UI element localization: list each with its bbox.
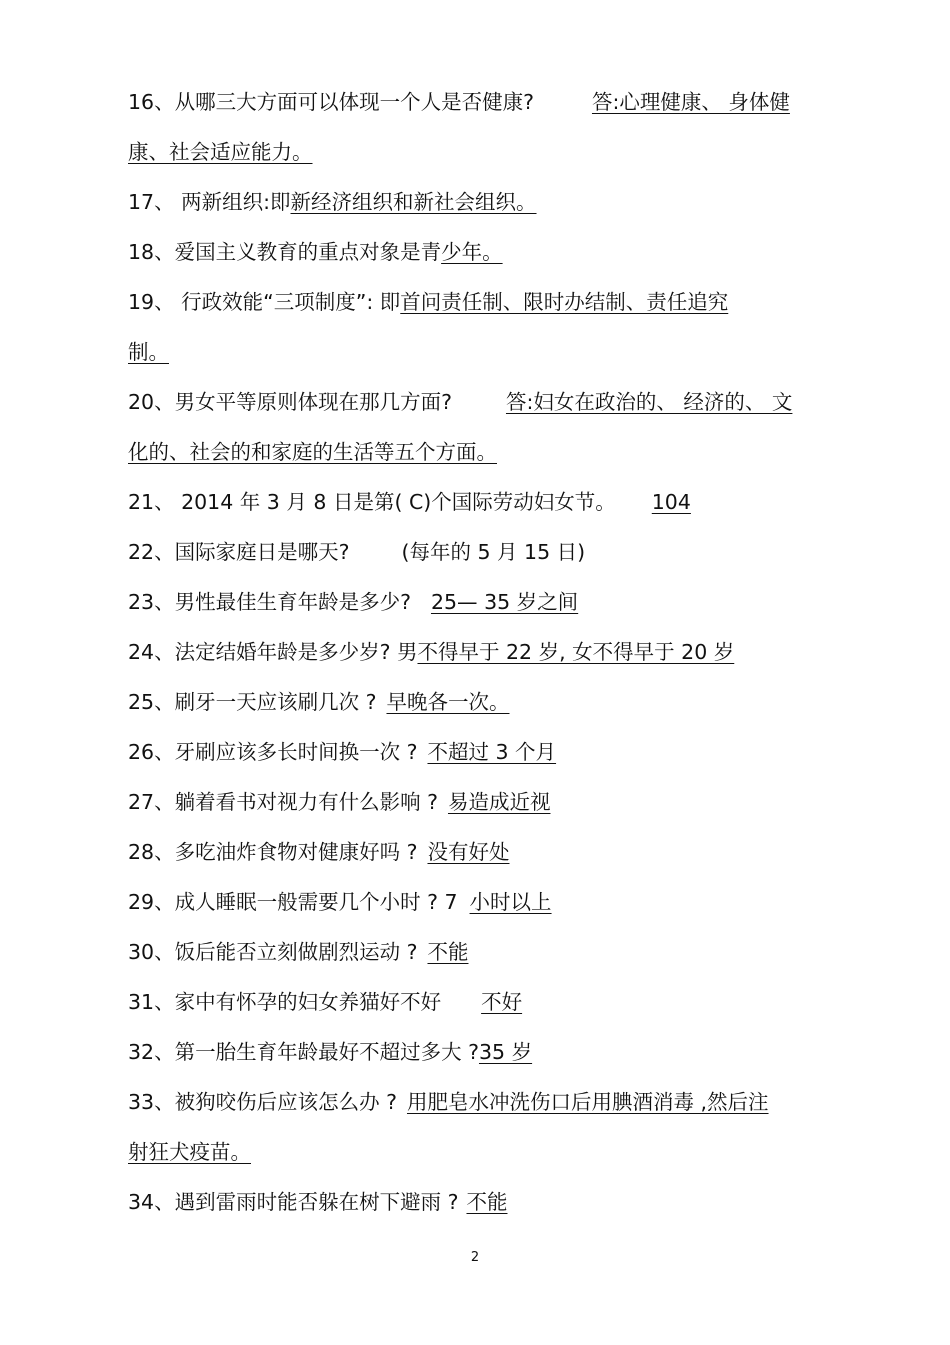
question-text: 23、男性最佳生育年龄是多少? [128, 590, 411, 614]
question-26 [128, 738, 556, 766]
answer-text: 康、社会适应能力。 [128, 140, 313, 164]
question-16 [128, 88, 790, 116]
question-text: 32、第一胎生育年龄最好不超过多大 ? [128, 1040, 479, 1064]
question-text: 31、家中有怀孕的妇女养猫好不好 [128, 990, 442, 1014]
answer-text: 答:心理健康、 身体健 [591, 90, 790, 114]
answer-text: 不超过 3 个月 [427, 740, 557, 764]
question-33 [128, 1088, 769, 1116]
question-text: 25、刷牙一天应该刷几次 ? [128, 690, 377, 714]
answer-text: (每年的 5 月 15 日) [401, 540, 586, 564]
answer-text: 没有好处 [427, 840, 510, 864]
question-text: 19、 行政效能“三项制度”: 即 [128, 290, 401, 314]
question-23 [128, 588, 578, 616]
question-text: 28、多吃油炸食物对健康好吗 ? [128, 840, 418, 864]
question-33-cont [128, 1138, 289, 1166]
question-29 [128, 888, 560, 916]
question-text: 22、国际家庭日是哪天? [128, 540, 350, 564]
question-32 [128, 1038, 536, 1066]
answer-text: 首问责任制、限时办结制、责任追究 [400, 290, 729, 314]
question-text: 27、躺着看书对视力有什么影响 ? [128, 790, 438, 814]
answer-text: 用肥皂水冲洗伤口后用腆酒消毒 ,然后注 [406, 1090, 769, 1114]
page-number: 2 [470, 1250, 480, 1265]
answer-text: 25— 35 岁之间 [430, 590, 579, 614]
question-25 [128, 688, 529, 716]
question-31 [128, 988, 528, 1016]
question-text: 17、 两新组织:即 [128, 190, 291, 214]
question-34 [128, 1188, 513, 1216]
answer-text: 104 [651, 490, 691, 514]
question-30 [128, 938, 474, 966]
answer-text: 不能 [466, 1190, 508, 1214]
question-19-cont [128, 338, 177, 366]
answer-text: 不能 [427, 940, 469, 964]
question-text: 34、遇到雷雨时能否躲在树下避雨 ? [128, 1190, 459, 1214]
question-27 [128, 788, 556, 816]
question-text: 33、被狗咬伤后应该怎么办 ? [128, 1090, 397, 1114]
question-16-cont [128, 138, 337, 166]
question-text: 18、爱国主义教育的重点对象是青 [128, 240, 442, 264]
question-text: 20、男女平等原则体现在那几方面? [128, 390, 452, 414]
answer-text: 早晚各一次。 [386, 690, 510, 714]
answer-text: 制。 [128, 340, 169, 364]
question-text: 30、饭后能否立刻做剧烈运动 ? [128, 940, 418, 964]
question-22 [128, 538, 585, 566]
answer-text: 答:妇女在政治的、 经济的、 文 [505, 390, 793, 414]
answer-text: 不得早于 22 岁, 女不得早于 20 岁 [417, 640, 735, 664]
question-20 [128, 388, 792, 416]
answer-text: 化的、社会的和家庭的生活等五个方面。 [128, 440, 497, 464]
question-20-cont [128, 438, 537, 466]
question-text: 26、牙刷应该多长时间换一次 ? [128, 740, 418, 764]
question-21 [128, 488, 707, 516]
answer-text: 射狂犬疫苗。 [128, 1140, 251, 1164]
question-19 [128, 288, 784, 316]
question-text: 24、法定结婚年龄是多少岁? 男 [128, 640, 418, 664]
question-28 [128, 838, 515, 866]
question-text: 29、成人睡眠一般需要几个小时 ? 7 [128, 890, 458, 914]
answer-text: 少年。 [441, 240, 503, 264]
question-text: 21、 2014 年 3 月 8 日是第( C)个国际劳动妇女节。 [128, 490, 616, 514]
question-17 [128, 188, 583, 216]
answer-text: 新经济组织和新社会组织。 [290, 190, 537, 214]
question-text: 16、从哪三大方面可以体现一个人是否健康? [128, 90, 534, 114]
answer-text: 35 岁 [478, 1040, 533, 1064]
answer-text: 不好 [481, 990, 523, 1014]
question-24 [128, 638, 734, 666]
answer-text: 小时以上 [469, 890, 552, 914]
answer-text: 易造成近视 [447, 790, 551, 814]
question-18 [128, 238, 523, 266]
